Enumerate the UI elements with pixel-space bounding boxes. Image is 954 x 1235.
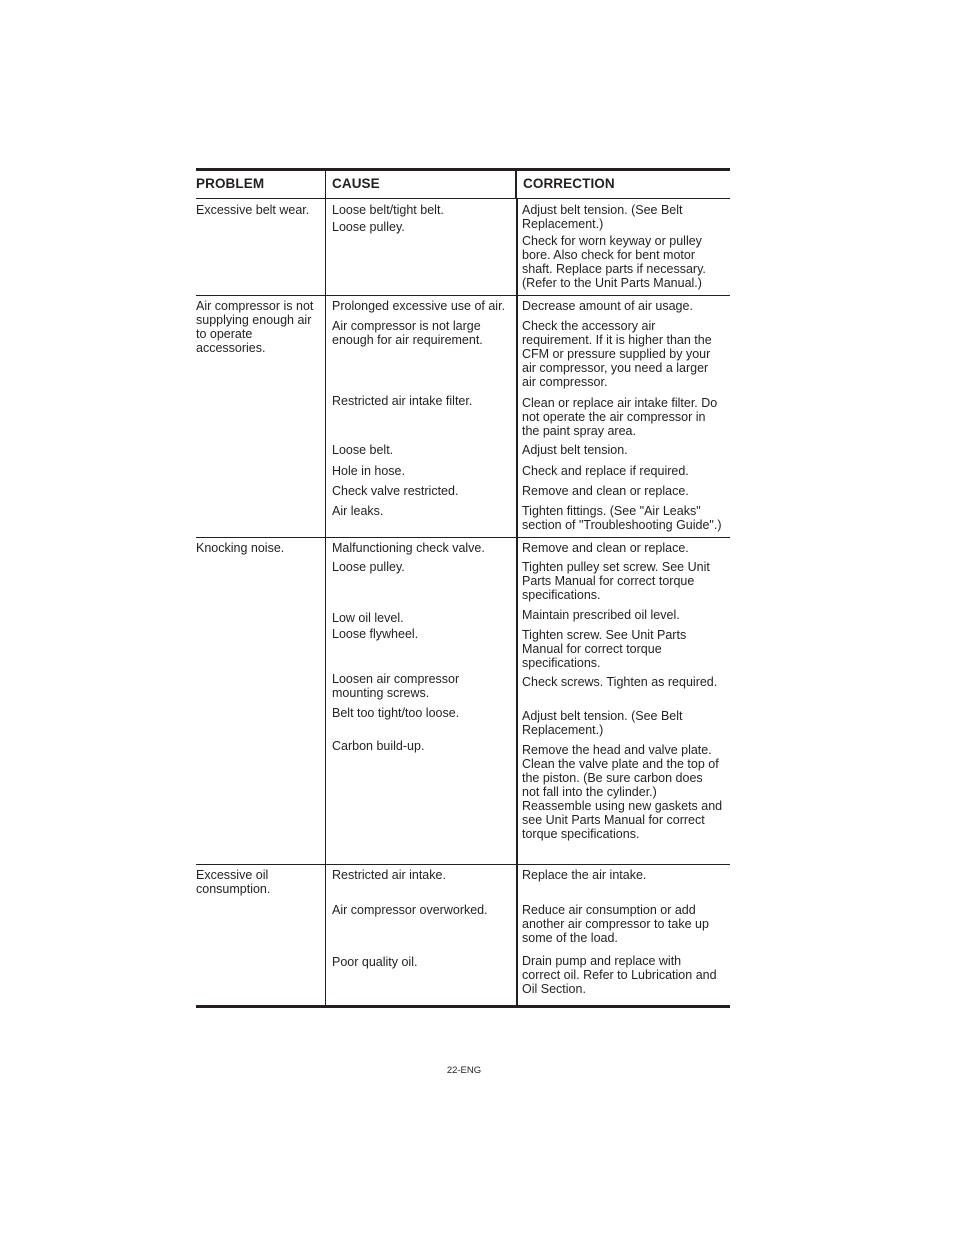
correction-text: Check screws. Tighten as required. — [522, 675, 718, 689]
table-header — [196, 171, 730, 199]
correction-text: Check for worn keyway or pulley bore. Also check for bent motor shaft. Replace parts if necessary. (Refer to the Unit Parts Manual.) — [522, 234, 706, 290]
problem-text: Air compressor is not supplying enough air to operate accessories. — [196, 299, 314, 355]
correction-text: Adjust belt tension. (See Belt Replacement.) — [522, 709, 683, 737]
correction-text: Decrease amount of air usage. — [522, 299, 693, 313]
correction-text: Drain pump and replace with correct oil. Refer to Lubrication and Oil Section. — [522, 954, 717, 996]
correction-text: Clean or replace air intake filter. Do not operate the air compressor in the paint spray area. — [522, 396, 718, 438]
cause-text: Check valve restricted. — [332, 484, 459, 498]
correction-text: Check and replace if required. — [522, 464, 689, 478]
cause-text: Low oil level. — [332, 611, 404, 625]
cause-text: Loose belt/tight belt. — [332, 203, 444, 217]
cause-text: Loose belt. — [332, 443, 394, 457]
correction-text: Remove the head and valve plate. Clean the valve plate and the top of the piston. (Be sure carbon does not fall into the cylinder.) Reassemble using new gaskets and see Unit Parts Manual for correct torque specifications. — [522, 743, 723, 841]
correction-text: Remove and clean or replace. — [522, 541, 689, 555]
cause-text: Prolonged excessive use of air. — [332, 299, 506, 313]
correction-text: Tighten screw. See Unit Parts Manual for correct torque specifications. — [522, 628, 687, 670]
correction-text: Replace the air intake. — [522, 868, 647, 882]
cause-text: Carbon build-up. — [332, 739, 425, 753]
cause-text: Poor quality oil. — [332, 955, 418, 969]
header-correction: CORRECTION — [515, 171, 730, 198]
cause-text: Restricted air intake filter. — [332, 394, 473, 408]
cause-text: Loose flywheel. — [332, 627, 419, 641]
table-row-excessive-oil-consumption — [196, 865, 730, 1005]
cause-text: Belt too tight/too loose. — [332, 706, 460, 720]
cause-text: Restricted air intake. — [332, 868, 446, 882]
troubleshooting-table — [196, 168, 730, 1008]
problem-text: Excessive belt wear. — [196, 203, 310, 217]
cause-text: Air leaks. — [332, 504, 384, 518]
correction-text: Remove and clean or replace. — [522, 484, 689, 498]
page-number: 22-ENG — [446, 1065, 482, 1076]
cause-text: Loose pulley. — [332, 560, 405, 574]
cause-text: Loose pulley. — [332, 220, 405, 234]
table-row-excessive-belt-wear — [196, 199, 730, 296]
cause-text: Air compressor is not large enough for air requirement. — [332, 319, 483, 347]
correction-text: Tighten fittings. (See "Air Leaks" section of "Troubleshooting Guide".) — [522, 504, 722, 532]
cause-text: Loosen air compressor mounting screws. — [332, 672, 460, 700]
correction-text: Tighten pulley set screw. See Unit Parts Manual for correct torque specifications. — [522, 560, 710, 602]
header-cause: CAUSE — [325, 171, 515, 198]
table-row-knocking-noise — [196, 538, 730, 865]
correction-text: Check the accessory air requirement. If it is higher than the CFM or pressure supplied by your air compressor, you need a larger air compressor. — [522, 319, 712, 389]
header-problem: PROBLEM — [196, 176, 265, 191]
cause-text: Hole in hose. — [332, 464, 405, 478]
table-row-not-enough-air — [196, 296, 730, 538]
problem-text: Knocking noise. — [196, 541, 285, 555]
correction-text: Maintain prescribed oil level. — [522, 608, 680, 622]
correction-text: Adjust belt tension. — [522, 443, 628, 457]
correction-text: Reduce air consumption or add another air compressor to take up some of the load. — [522, 903, 709, 945]
correction-text: Adjust belt tension. (See Belt Replacement.) — [522, 203, 683, 231]
cause-text: Malfunctioning check valve. — [332, 541, 485, 555]
problem-text: Excessive oil consumption. — [196, 868, 271, 896]
cause-text: Air compressor overworked. — [332, 903, 488, 917]
